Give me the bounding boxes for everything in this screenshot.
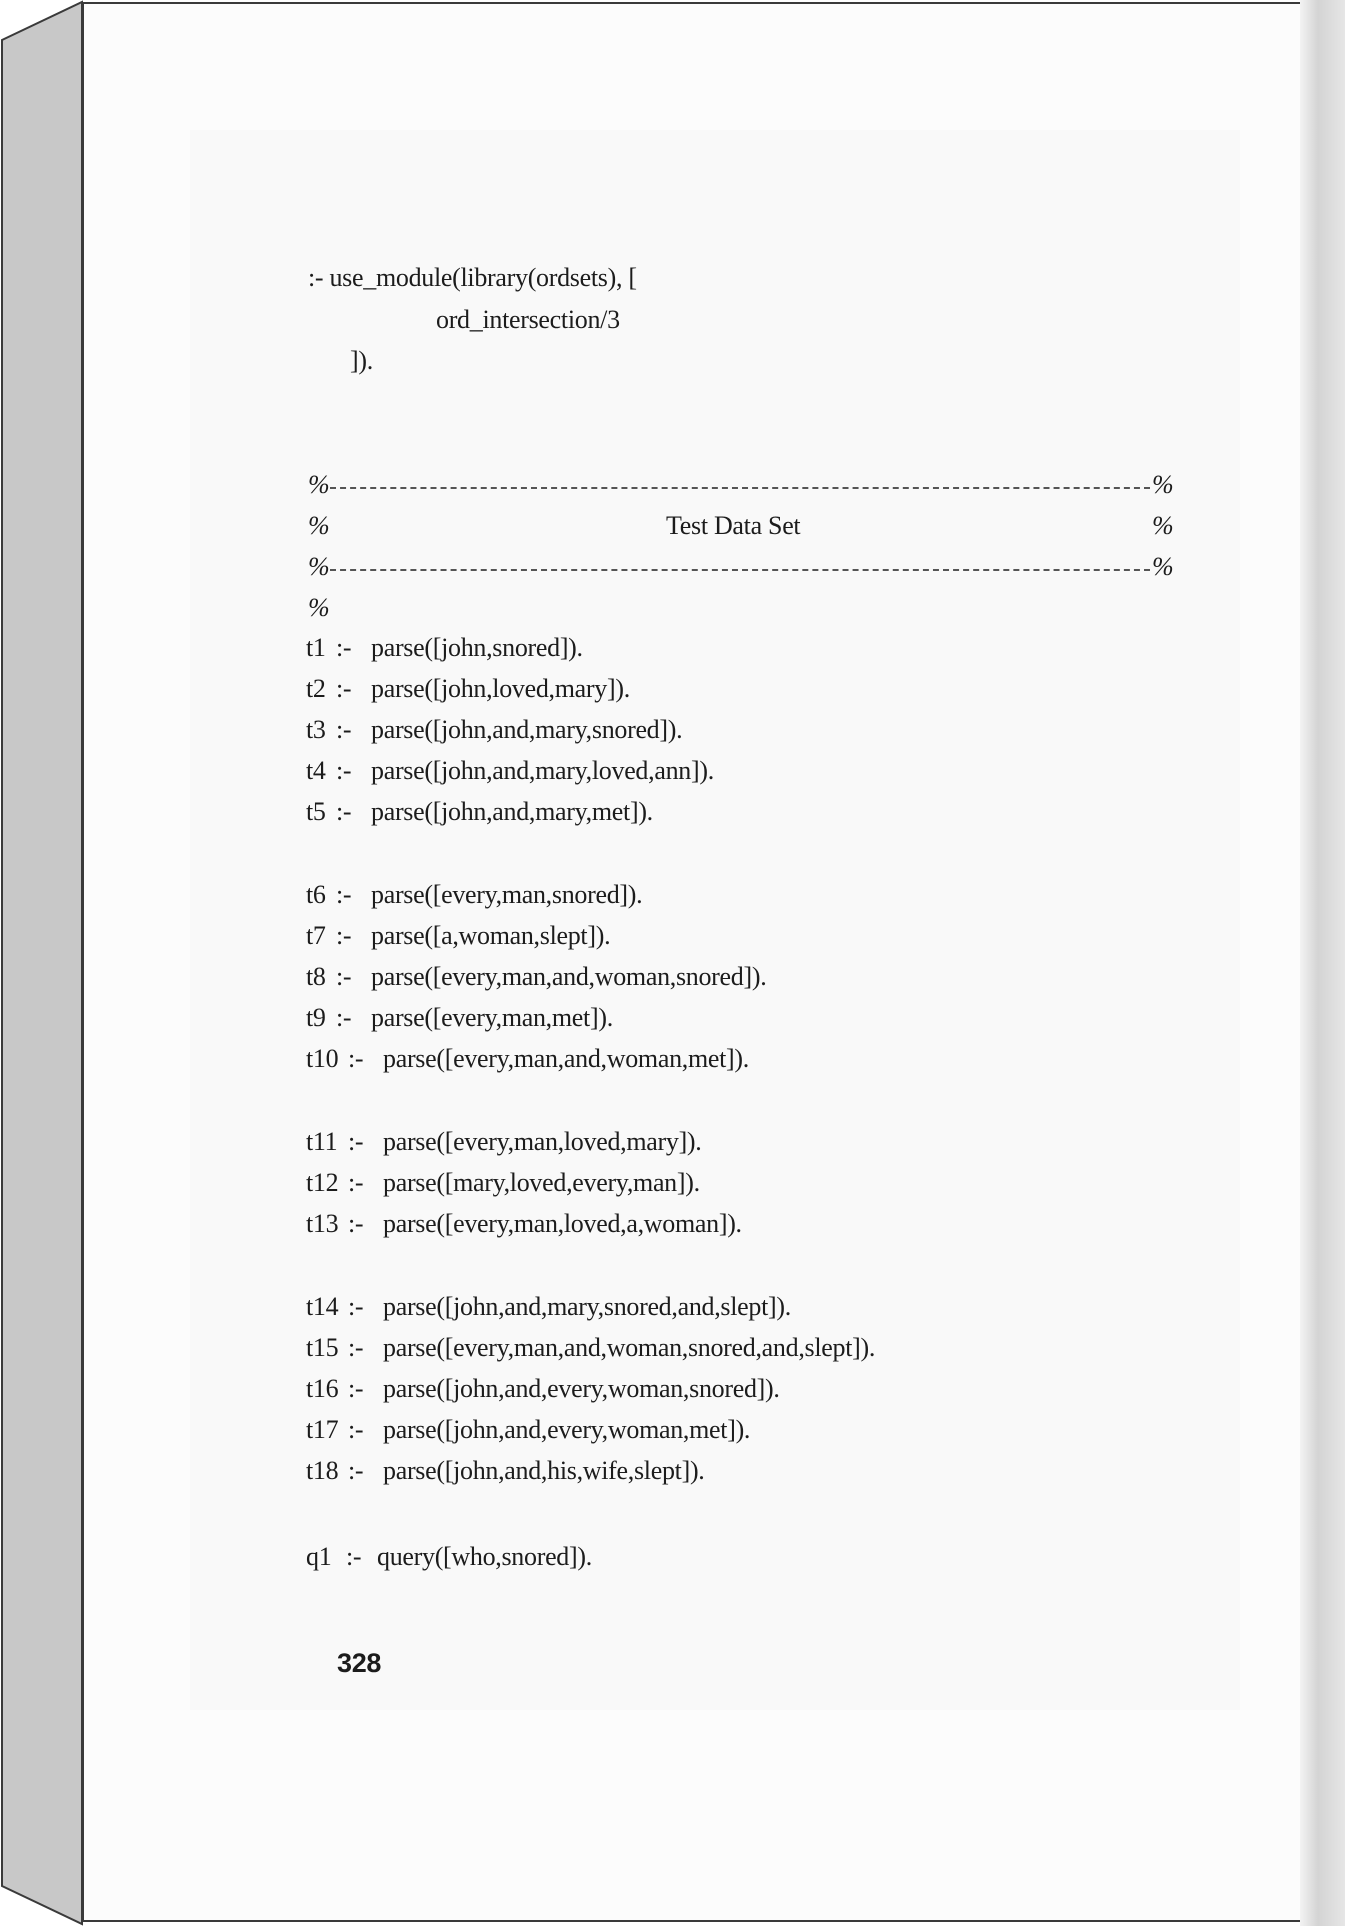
test-clause-operator: :- xyxy=(336,756,352,785)
code-line-use-module: :- use_module(library(ordsets), [ xyxy=(308,263,637,292)
banner-dashed-rule-top xyxy=(330,487,1150,491)
test-clause-id: t2 xyxy=(306,674,326,703)
test-clause-body: parse([john,and,his,wife,slept]). xyxy=(383,1456,705,1485)
test-clause-id: t8 xyxy=(306,962,326,991)
test-clause-operator: :- xyxy=(336,962,352,991)
test-clause-id: t16 xyxy=(306,1374,339,1403)
query-id: q1 xyxy=(306,1542,332,1571)
banner-dashed-rule-bottom xyxy=(330,569,1150,573)
banner-percent-left-bottom: % xyxy=(308,552,330,581)
test-clause-body: parse([every,man,and,woman,met]). xyxy=(383,1044,749,1073)
test-clause-id: t13 xyxy=(306,1209,339,1238)
test-clause-body: parse([john,snored]). xyxy=(371,633,583,662)
test-clause-body: parse([every,man,and,woman,snored]). xyxy=(371,962,767,991)
test-clause-operator: :- xyxy=(336,633,352,662)
test-clause-operator: :- xyxy=(348,1044,364,1073)
banner-percent-right-bottom: % xyxy=(1152,552,1174,581)
test-clause-operator: :- xyxy=(348,1374,364,1403)
test-clause-body: parse([every,man,loved,mary]). xyxy=(383,1127,702,1156)
test-clause-body: parse([john,and,every,woman,snored]). xyxy=(383,1374,780,1403)
test-clause-operator: :- xyxy=(336,1003,352,1032)
banner-percent-left-mid: % xyxy=(308,511,330,540)
comment-percent: % xyxy=(308,593,330,622)
test-clause-body: parse([john,and,mary,snored,and,slept]). xyxy=(383,1292,791,1321)
query-operator: :- xyxy=(346,1542,362,1571)
test-clause-body: parse([john,loved,mary]). xyxy=(371,674,630,703)
query-body: query([who,snored]). xyxy=(377,1542,592,1571)
code-line-ord-intersection: ord_intersection/3 xyxy=(436,305,620,334)
test-clause-operator: :- xyxy=(348,1127,364,1156)
test-clause-operator: :- xyxy=(336,921,352,950)
test-clause-body: parse([john,and,mary,snored]). xyxy=(371,715,683,744)
test-clause-id: t9 xyxy=(306,1003,326,1032)
test-clause-body: parse([john,and,mary,met]). xyxy=(371,797,653,826)
test-clause-body: parse([every,man,snored]). xyxy=(371,880,643,909)
test-clause-operator: :- xyxy=(336,715,352,744)
test-clause-id: t15 xyxy=(306,1333,339,1362)
test-clause-id: t4 xyxy=(306,756,326,785)
test-clause-body: parse([every,man,and,woman,snored,and,slept]). xyxy=(383,1333,876,1362)
test-clause-id: t3 xyxy=(306,715,326,744)
banner-percent-left-top: % xyxy=(308,470,330,499)
code-line-close-bracket: ]). xyxy=(350,346,373,375)
test-clause-id: t5 xyxy=(306,797,326,826)
banner-percent-right-mid: % xyxy=(1152,511,1174,540)
test-clause-body: parse([mary,loved,every,man]). xyxy=(383,1168,700,1197)
test-clause-operator: :- xyxy=(348,1456,364,1485)
test-clause-id: t18 xyxy=(306,1456,339,1485)
test-clause-body: parse([every,man,loved,a,woman]). xyxy=(383,1209,742,1238)
test-clause-operator: :- xyxy=(348,1415,364,1444)
test-clause-id: t1 xyxy=(306,633,326,662)
test-clause-body: parse([every,man,met]). xyxy=(371,1003,613,1032)
test-clause-id: t7 xyxy=(306,921,326,950)
test-clause-body: parse([john,and,every,woman,met]). xyxy=(383,1415,751,1444)
test-clause-operator: :- xyxy=(348,1209,364,1238)
test-clause-operator: :- xyxy=(348,1292,364,1321)
test-clause-operator: :- xyxy=(336,674,352,703)
test-clause-operator: :- xyxy=(336,880,352,909)
test-clause-operator: :- xyxy=(336,797,352,826)
test-clause-body: parse([a,woman,slept]). xyxy=(371,921,611,950)
test-clause-id: t11 xyxy=(306,1127,338,1156)
banner-title: Test Data Set xyxy=(666,511,801,540)
test-clause-id: t10 xyxy=(306,1044,339,1073)
page-number: 328 xyxy=(337,1648,382,1678)
test-clause-operator: :- xyxy=(348,1333,364,1362)
test-clause-id: t12 xyxy=(306,1168,339,1197)
test-clause-id: t14 xyxy=(306,1292,339,1321)
test-clause-operator: :- xyxy=(348,1168,364,1197)
test-clause-id: t6 xyxy=(306,880,326,909)
test-clause-body: parse([john,and,mary,loved,ann]). xyxy=(371,756,714,785)
test-clause-id: t17 xyxy=(306,1415,339,1444)
banner-percent-right-top: % xyxy=(1152,470,1174,499)
